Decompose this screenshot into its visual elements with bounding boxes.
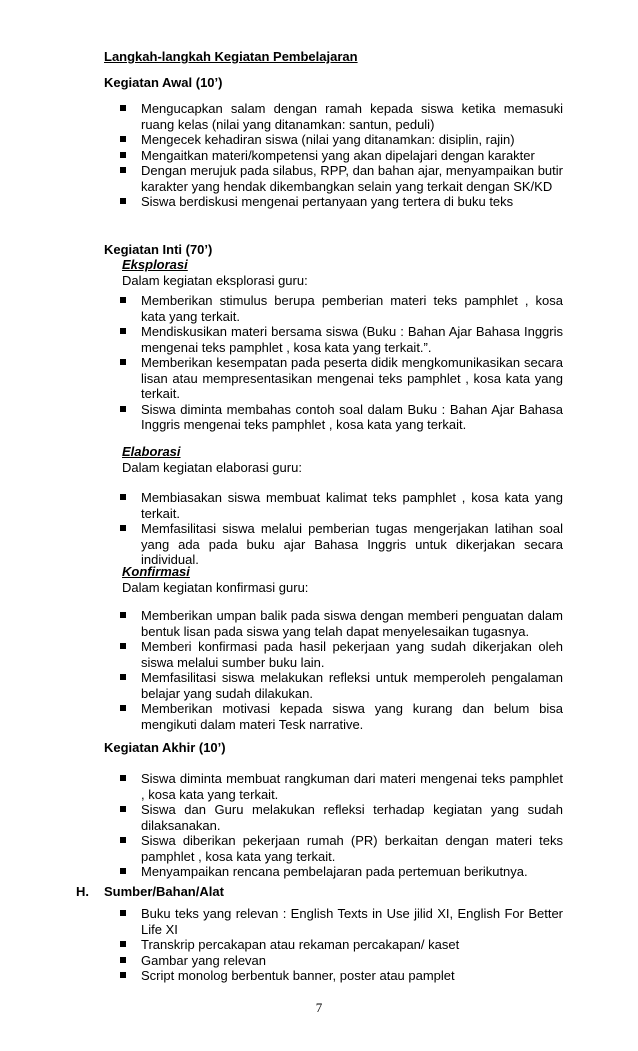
list-item: Buku teks yang relevan : English Texts in Use jilid XI, English For Better Life XI xyxy=(0,906,563,937)
eksplorasi-intro: Dalam kegiatan eksplorasi guru: xyxy=(122,273,308,288)
list-item: Menyampaikan rencana pembelajaran pada pertemuan berikutnya. xyxy=(0,864,563,880)
list-item: Siswa diminta membuat rangkuman dari materi mengenai teks pamphlet , kosa kata yang terkait. xyxy=(0,771,563,802)
elaborasi-title: Elaborasi xyxy=(122,444,181,459)
page-title: Langkah-langkah Kegiatan Pembelajaran xyxy=(104,49,358,64)
list-item: Script monolog berbentuk banner, poster atau pamplet xyxy=(0,968,563,984)
list-item: Memberikan umpan balik pada siswa dengan memberi penguatan dalam bentuk lisan pada siswa yang telah dapat menyelesaikan tugasnya. xyxy=(0,608,563,639)
kegiatan-awal-list xyxy=(0,101,563,210)
section-letter: H. xyxy=(76,884,89,899)
sumber-heading: Sumber/Bahan/Alat xyxy=(104,884,224,899)
list-item: Siswa berdiskusi mengenai pertanyaan yang tertera di buku teks xyxy=(0,194,563,210)
kegiatan-akhir-list xyxy=(0,771,563,880)
kegiatan-akhir-heading: Kegiatan Akhir (10’) xyxy=(104,740,226,755)
page-number: 7 xyxy=(315,1000,323,1015)
list-item: Transkrip percakapan atau rekaman percakapan/ kaset xyxy=(0,937,563,953)
list-item: Memberi konfirmasi pada hasil pekerjaan yang sudah dikerjakan oleh siswa melalui sumber buku lain. xyxy=(0,639,563,670)
konfirmasi-title: Konfirmasi xyxy=(122,564,190,579)
list-item: Mendiskusikan materi bersama siswa (Buku : Bahan Ajar Bahasa Inggris mengenai teks pamphlet , kosa kata yang terkait.”. xyxy=(0,324,563,355)
eksplorasi-title: Eksplorasi xyxy=(122,257,188,272)
list-item: Memberikan motivasi kepada siswa yang kurang dan belum bisa mengikuti dalam materi Tesk narrative. xyxy=(0,701,563,732)
list-item: Memfasilitasi siswa melakukan refleksi untuk memperoleh pengalaman belajar yang sudah dilakukan. xyxy=(0,670,563,701)
list-item: Dengan merujuk pada silabus, RPP, dan bahan ajar, menyampaikan butir karakter yang hendak dikembangkan selain yang terkait dengan SK/KD xyxy=(0,163,563,194)
elaborasi-intro: Dalam kegiatan elaborasi guru: xyxy=(122,460,302,475)
list-item: Gambar yang relevan xyxy=(0,953,563,969)
list-item: Mengecek kehadiran siswa (nilai yang ditanamkan: disiplin, rajin) xyxy=(0,132,563,148)
list-item: Siswa diminta membahas contoh soal dalam Buku : Bahan Ajar Bahasa Inggris mengenai teks pamphlet , kosa kata yang terkait. xyxy=(0,402,563,433)
list-item: Memfasilitasi siswa melalui pemberian tugas mengerjakan latihan soal yang ada pada buku ajar Bahasa Inggris untuk dikerjakan secara individual. xyxy=(0,521,563,568)
list-item: Memberikan stimulus berupa pemberian materi teks pamphlet , kosa kata yang terkait. xyxy=(0,293,563,324)
eksplorasi-list xyxy=(0,293,563,433)
list-item: Memberikan kesempatan pada peserta didik mengkomunikasikan secara lisan atau mempresentasikan mengenai teks pamphlet , kosa kata yang terkait. xyxy=(0,355,563,402)
list-item: Mengucapkan salam dengan ramah kepada siswa ketika memasuki ruang kelas (nilai yang ditanamkan: santun, peduli) xyxy=(0,101,563,132)
list-item: Siswa diberikan pekerjaan rumah (PR) berkaitan dengan materi teks pamphlet , kosa kata yang terkait. xyxy=(0,833,563,864)
list-item: Membiasakan siswa membuat kalimat teks pamphlet , kosa kata yang terkait. xyxy=(0,490,563,521)
elaborasi-list xyxy=(0,490,563,568)
list-item: Siswa dan Guru melakukan refleksi terhadap kegiatan yang sudah dilaksanakan. xyxy=(0,802,563,833)
kegiatan-inti-heading: Kegiatan Inti (70’) xyxy=(104,242,213,257)
kegiatan-awal-heading: Kegiatan Awal (10’) xyxy=(104,75,223,90)
konfirmasi-list xyxy=(0,608,563,732)
sumber-list xyxy=(0,906,563,984)
konfirmasi-intro: Dalam kegiatan konfirmasi guru: xyxy=(122,580,309,595)
list-item: Mengaitkan materi/kompetensi yang akan dipelajari dengan karakter xyxy=(0,148,563,164)
